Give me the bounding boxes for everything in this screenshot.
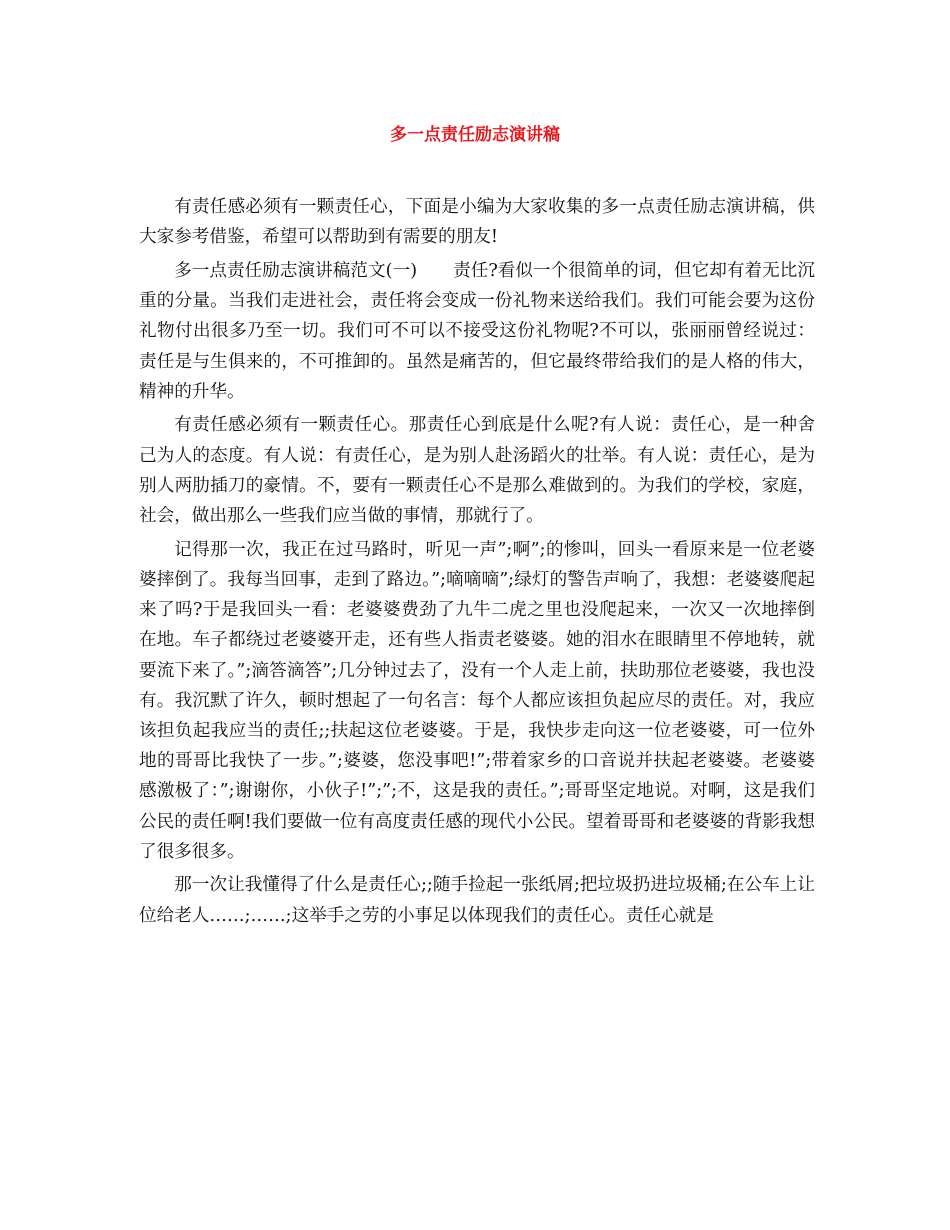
section-subtitle: 多一点责任励志演讲稿范文(一) <box>174 260 418 281</box>
section-paragraph-text: 责任?看似一个很简单的词，但它却有着无比沉重的分量。当我们走进社会，责任将会变成一份礼物来送给我们。我们可能会要为这份礼物付出很多乃至一切。我们可不可以不接受这份礼物呢?不可以，张丽丽曾经说过：责任是与生俱来的，不可推卸的。虽然是痛苦的，但它最终带给我们的是人格的伟大，精神的升华。 <box>139 260 816 402</box>
body-paragraph: 那一次让我懂得了什么是责任心;;随手捡起一张纸屑;把垃圾扔进垃圾桶;在公车上让位给老人……;……;这举手之劳的小事足以体现我们的责任心。责任心就是 <box>139 875 815 926</box>
document-body <box>139 192 815 934</box>
section-paragraph <box>139 256 815 407</box>
intro-paragraph: 有责任感必须有一颗责任心，下面是小编为大家收集的多一点责任励志演讲稿，供大家参考借鉴，希望可以帮助到有需要的朋友! <box>139 197 815 248</box>
body-paragraph: 记得那一次，我正在过马路时，听见一声”;啊”;的惨叫，回头一看原来是一位老婆婆摔倒了。我每当回事，走到了路边。”;嘀嘀嘀”;绿灯的警告声响了，我想：老婆婆爬起来了吗?于是我回头一看：老婆婆费劲了九牛二虎之里也没爬起来，一次又一次地摔倒在地。车子都绕过老婆婆开走，还有些人指责老婆婆。她的泪水在眼睛里不停地转，就要流下来了。”;滴答滴答”;几分钟过去了，没有一个人走上前，扶助那位老婆婆，我也没有。我沉默了许久，顿时想起了一句名言：每个人都应该担负起应尽的责任。对，我应该担负起我应当的责任;;扶起这位老婆婆。于是，我快步走向这一位老婆婆，可一位外地的哥哥比我快了一步。”;婆婆，您没事吧!”;带着家乡的口音说并扶起老婆婆。老婆婆感激极了：”;谢谢你，小伙子!”;”;不，这是我的责任。”;哥哥坚定地说。对啊，这是我们公民的责任啊!我们要做一位有高度责任感的现代小公民。望着哥哥和老婆婆的背影我想了很多很多。 <box>139 539 815 862</box>
document-title: 多一点责任励志演讲稿 <box>390 125 560 145</box>
body-paragraph: 有责任感必须有一颗责任心。那责任心到底是什么呢?有人说：责任心，是一种舍己为人的态度。有人说：有责任心，是为别人赴汤蹈火的壮举。有人说：责任心，是为别人两肋插刀的豪情。不，要有一颗责任心不是那么难做到的。为我们的学校，家庭，社会，做出那么一些我们应当做的事情，那就行了。 <box>139 415 815 527</box>
